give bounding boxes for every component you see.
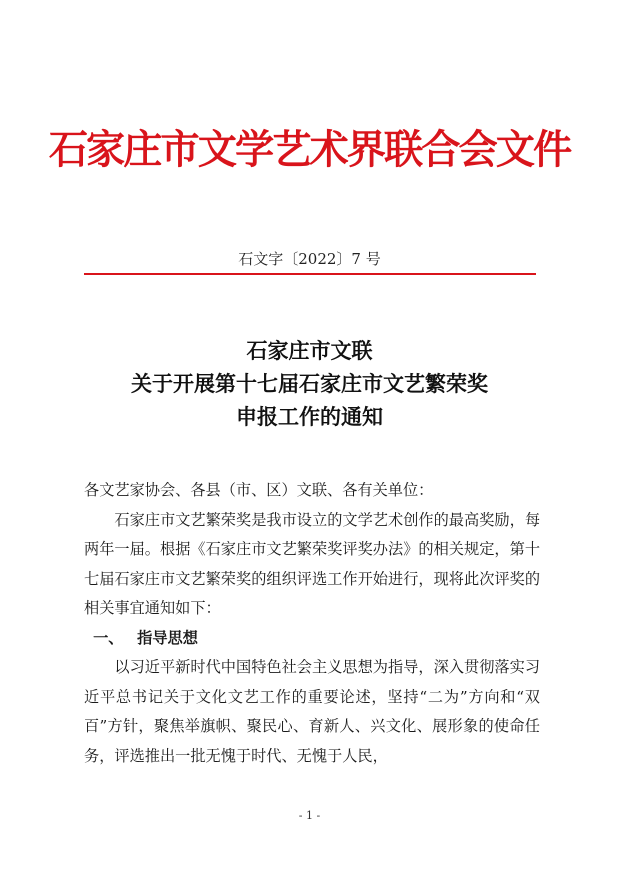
paragraph-guiding-thought: 以习近平新时代中国特色社会主义思想为指导，深入贯彻落实习近平总书记关于文化文艺工作的重要论述，坚持“二为”方向和“双百”方针，聚焦举旗帜、聚民心、育新人、兴文化、展形象的使命任务，评选推出一批无愧于时代、无愧于人民，	[84, 658, 540, 765]
salutation: 各文艺家协会、各县（市、区）文联、各有关单位：	[84, 481, 434, 499]
section-number: 一、	[93, 628, 124, 647]
section-title: 指导思想	[137, 628, 198, 647]
title-line-1: 石家庄市文联	[246, 338, 373, 363]
document-masthead: 石家庄市文学艺术界联合会文件	[48, 126, 571, 173]
paragraph-intro: 石家庄市文艺繁荣奖是我市设立的文学艺术创作的最高奖励，每两年一届。根据《石家庄市文艺繁荣奖评奖办法》的相关规定，第十七届石家庄市文艺繁荣奖的组织评选工作开始进行，现将此次评奖的相关事宜通知如下：	[84, 510, 540, 617]
document-number: 石文字〔2022〕7 号	[238, 250, 381, 268]
page-number: - 1 -	[298, 809, 321, 822]
section-heading	[84, 624, 540, 654]
notice-title	[0, 334, 619, 433]
red-divider-line	[84, 273, 536, 275]
notice-body	[84, 476, 540, 771]
title-line-2: 关于开展第十七届石家庄市文艺繁荣奖	[131, 371, 488, 396]
title-line-3: 申报工作的通知	[236, 404, 383, 429]
